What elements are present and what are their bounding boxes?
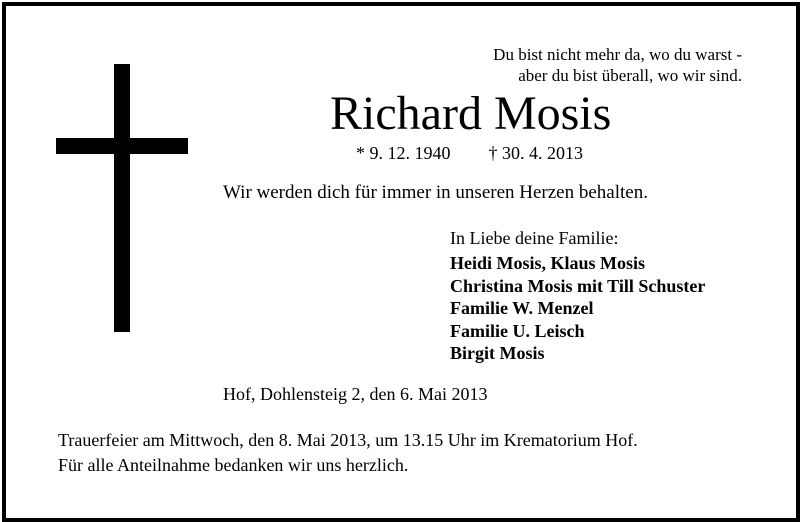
motto-line-1: Du bist nicht mehr da, wo du warst - bbox=[493, 45, 742, 64]
funeral-service-info: Trauerfeier am Mittwoch, den 8. Mai 2013, um 13.15 Uhr im Krematorium Hof. bbox=[58, 430, 638, 450]
death-date: † 30. 4. 2013 bbox=[488, 143, 583, 163]
motto-line-2: aber du bist überall, wo wir sind. bbox=[518, 66, 742, 85]
birth-date: * 9. 12. 1940 bbox=[356, 143, 451, 163]
cross-vertical-beam bbox=[114, 64, 130, 332]
cross-horizontal-beam bbox=[56, 138, 188, 154]
family-member: Familie W. Menzel bbox=[450, 298, 594, 318]
family-member: Heidi Mosis, Klaus Mosis bbox=[450, 253, 646, 273]
family-member: Familie U. Leisch bbox=[450, 320, 585, 341]
motto-quote bbox=[493, 44, 742, 86]
funeral-notice bbox=[58, 428, 638, 478]
family-member: Birgit Mosis bbox=[450, 343, 545, 363]
deceased-name: Richard Mosis bbox=[330, 87, 612, 140]
family-intro: In Liebe deine Familie: bbox=[450, 228, 619, 248]
life-dates bbox=[356, 143, 583, 164]
cross-icon bbox=[56, 64, 188, 332]
thanks-line: Für alle Anteilnahme bedanken wir uns herzlich. bbox=[58, 455, 409, 475]
family-member: Christina Mosis mit Till Schuster bbox=[450, 275, 706, 296]
family-list bbox=[450, 252, 705, 365]
condolence-message: Wir werden dich für immer in unseren Herzen behalten. bbox=[223, 182, 648, 203]
place-and-date: Hof, Dohlensteig 2, den 6. Mai 2013 bbox=[223, 384, 488, 404]
